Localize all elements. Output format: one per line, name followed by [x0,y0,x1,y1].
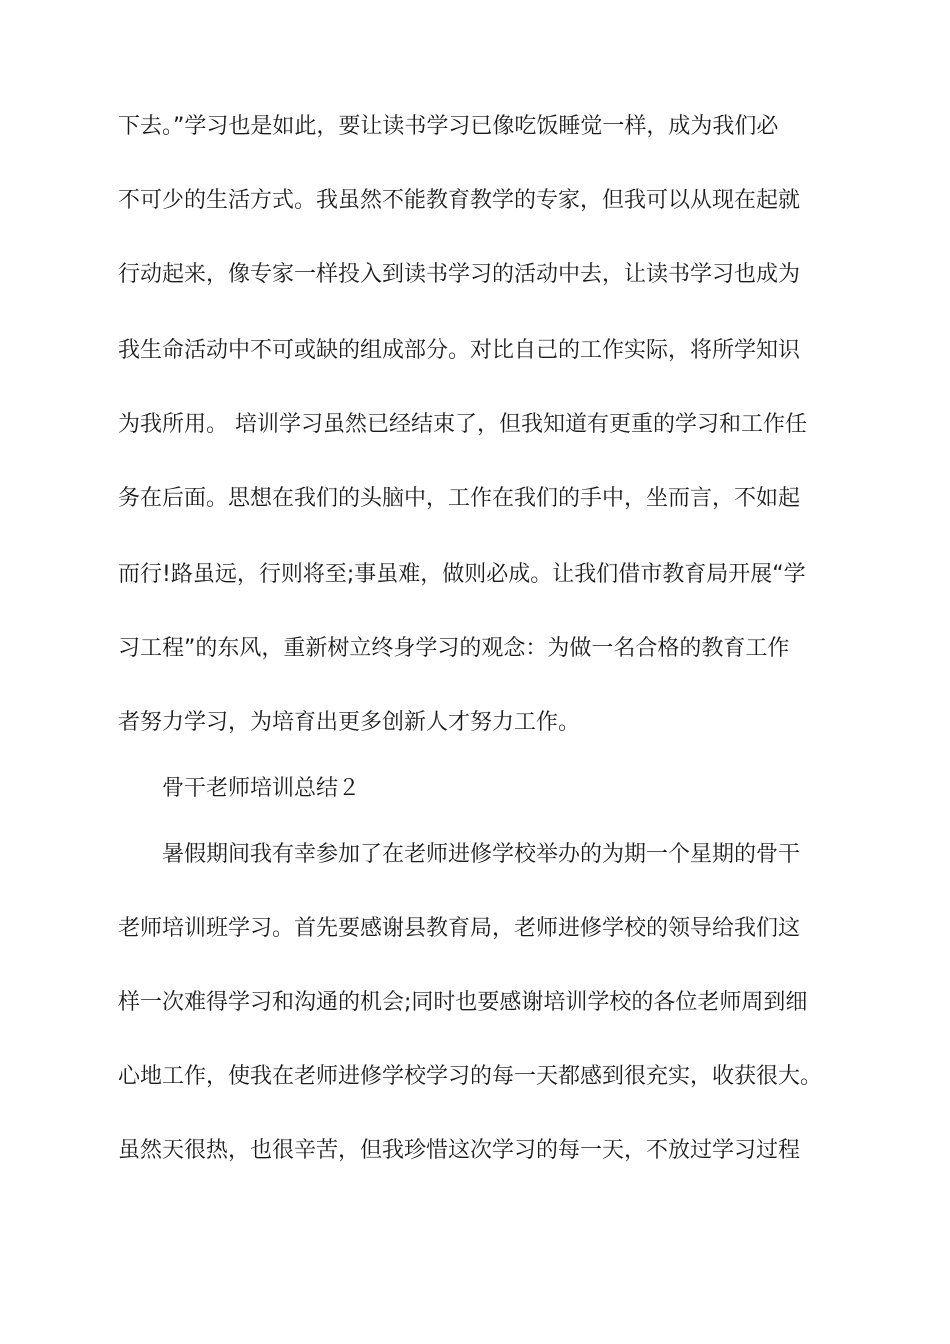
paragraph-line: 为我所用。 培训学习虽然已经结束了，但我知道有更重的学习和工作任 [118,412,807,437]
paragraph-line: 习工程”的东风，重新树立终身学习的观念：为做一名合格的教育工作 [118,636,790,661]
paragraph-line: 而行!路虽远，行则将至;事虽难，做则必成。让我们借市教育局开展“学 [118,562,806,587]
section-heading: 骨干老师培训总结２ [162,776,361,801]
paragraph-line: 者努力学习，为培育出更多创新人才努力工作。 [118,710,581,735]
paragraph-line: 下去。”学习也是如此，要让读书学习已像吃饭睡觉一样，成为我们必 [118,114,779,139]
paragraph-line: 暑假期间我有幸参加了在老师进修学校举办的为期一个星期的骨干 [162,842,801,867]
paragraph-line: 不可少的生活方式。我虽然不能教育教学的专家，但我可以从现在起就 [118,188,801,213]
paragraph-line: 心地工作，使我在老师进修学校学习的每一天都感到很充实，收获很大。 [118,1064,823,1089]
paragraph-line: 样一次难得学习和沟通的机会;同时也要感谢培训学校的各位老师周到细 [118,990,808,1015]
paragraph-line: 行动起来，像专家一样投入到读书学习的活动中去，让读书学习也成为 [118,262,801,287]
paragraph-line: 虽然天很热，也很辛苦，但我珍惜这次学习的每一天，不放过学习过程 [118,1138,801,1163]
paragraph-line: 老师培训班学习。首先要感谢县教育局，老师进修学校的领导给我们这 [118,916,801,941]
paragraph-line: 务在后面。思想在我们的头脑中，工作在我们的手中，坐而言，不如起 [118,486,801,511]
paragraph-line: 我生命活动中不可或缺的组成部分。对比自己的工作实际，将所学知识 [118,338,801,363]
